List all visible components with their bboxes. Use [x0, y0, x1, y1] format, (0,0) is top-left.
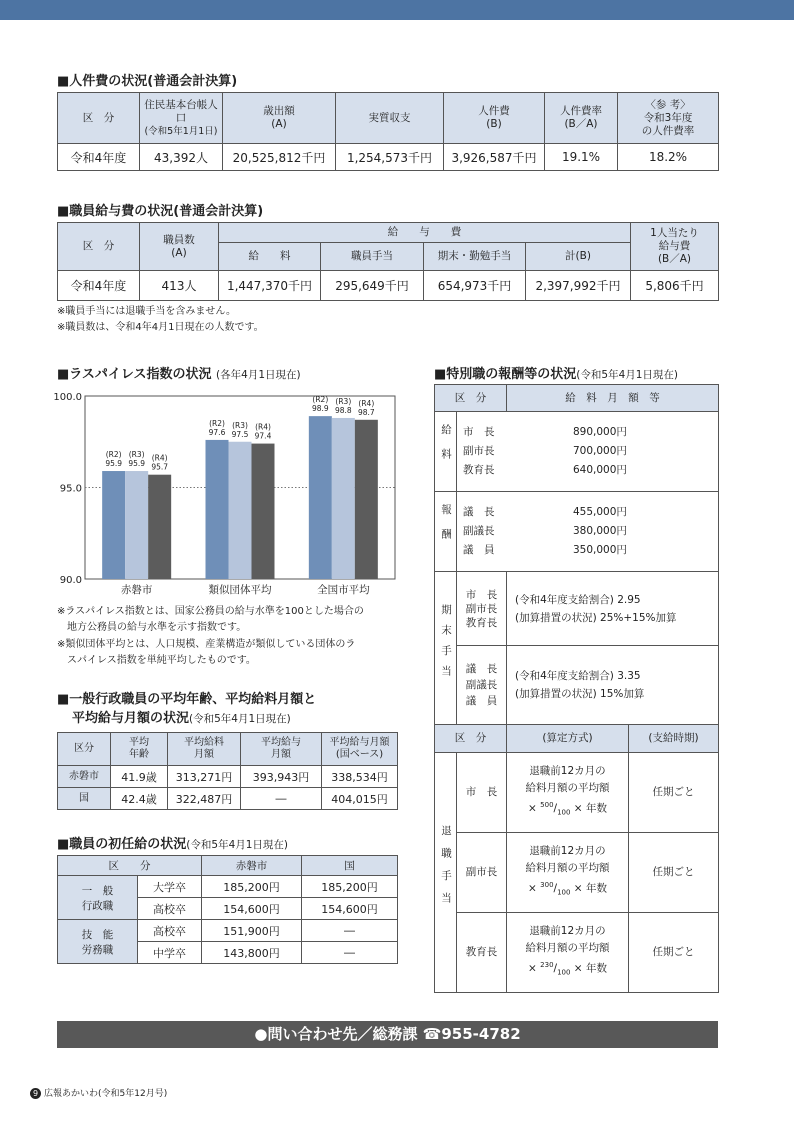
heikin-title-2: 平均給与月額の状況(令和5年4月1日現在)	[72, 711, 291, 726]
bar	[206, 440, 229, 579]
contact-bar: ●問い合わせ先／総務課 ☎955-4782	[57, 1021, 718, 1048]
header-timing: (支給時期)	[629, 725, 719, 753]
note: ※ラスパイレス指数とは、国家公務員の給与水準を100とした場合の	[57, 606, 364, 617]
bar	[125, 471, 148, 579]
header-population: 住民基本台帳人口 (令和5年1月1日)	[140, 93, 223, 144]
header-kubun: 区分	[58, 733, 111, 766]
header-total: 計(B)	[526, 243, 631, 271]
data-label: 98.8	[334, 405, 352, 415]
bar	[148, 475, 171, 579]
laspeyres-chart	[30, 385, 410, 600]
data-label: 95.7	[151, 462, 169, 472]
data-label: 95.9	[128, 459, 146, 469]
note: ※職員数は、令和4年4月1日現在の人数です。	[57, 322, 264, 333]
header-per-person: 1人当たり 給与費 (B／A)	[631, 223, 719, 271]
table-row: 中学卒 143,800円 ―	[58, 942, 398, 964]
y-tick-label: 100.0	[53, 392, 82, 403]
label-kyuryo: 給料	[435, 412, 457, 492]
header-kubun: 区 分	[58, 856, 202, 876]
table-row: 国 42.4歳 322,487円 ― 404,015円	[58, 788, 398, 810]
table-row: 退職手当 市 長 退職前12カ月の 給料月額の平均額 × $^{500}/_{100}$ × 年数 任期ごと	[435, 753, 719, 833]
series-label: (R4)	[151, 453, 168, 463]
header-age: 平均 年齢	[111, 733, 168, 766]
data-label: 97.5	[231, 429, 249, 439]
series-label: (R2)	[312, 395, 329, 405]
header-bonus: 期末・勤勉手当	[424, 243, 526, 271]
table-row: 教育長 退職前12カ月の 給料月額の平均額 × $^{230}/_{100}$ × 年数 任期ごと	[435, 913, 719, 993]
series-label: (R4)	[255, 422, 271, 432]
header-kubun-2: 区 分	[435, 725, 507, 753]
data-label: 98.7	[357, 407, 375, 417]
table-row: 期末手当 市 長 副市長 教育長 (令和4年度支給割合) 2.95 (加算措置の状況) 25%+15%加算	[435, 572, 719, 646]
x-tick-label: 全国市平均	[317, 584, 370, 596]
header-rate: 人件費率 (B／A)	[545, 93, 618, 144]
bar	[252, 444, 275, 579]
table-row: 令和4年度 413人 1,447,370千円 295,649千円 654,973千円 2,397,992千円 5,806千円	[58, 271, 719, 301]
data-label: 97.6	[208, 427, 226, 437]
y-tick-label: 90.0	[59, 575, 82, 586]
bar	[355, 420, 378, 579]
data-label: 98.9	[311, 404, 329, 414]
kyuyohi-table	[57, 222, 719, 301]
table-row: 一 般 行政職 大学卒 185,200円 185,200円	[58, 876, 398, 898]
series-label: (R3)	[232, 420, 248, 430]
table-row: 赤磐市 41.9歳 313,271円 393,943円 338,534円	[58, 766, 398, 788]
tokubetsu-title: ■特別職の報酬等の状況(令和5年4月1日現在)	[434, 367, 679, 382]
group-gino: 技 能 労務職	[58, 920, 138, 964]
footer-text: 広報あかいわ(令和5年12月号)	[44, 1089, 168, 1099]
label-hoshu: 報酬	[435, 492, 457, 572]
header-akaiwa: 赤磐市	[202, 856, 302, 876]
shoninkyu-table	[57, 855, 398, 964]
header-pay-national: 平均給与月額 (国ベース)	[322, 733, 398, 766]
bar	[309, 416, 332, 579]
header-allowance: 職員手当	[321, 243, 424, 271]
note: 地方公務員の給与水準を示す指数です。	[57, 622, 247, 633]
header-kubun: 区 分	[58, 223, 140, 271]
table-row: 令和4年度 43,392人 20,525,812千円 1,254,573千円 3,926,587千円 19.1% 18.2%	[58, 144, 719, 171]
header-personnel: 人件費 (B)	[444, 93, 545, 144]
series-label: (R4)	[358, 398, 375, 408]
laspeyres-title: ■ラスパイレス指数の状況 (各年4月1日現在)	[57, 367, 301, 382]
series-label: (R3)	[335, 396, 352, 406]
note: ※職員手当には退職手当を含みません。	[57, 306, 236, 317]
table-row: 議 長 副議長 議 員 (令和4年度支給割合) 3.35 (加算措置の状況) 15%加算	[435, 646, 719, 725]
kyuyohi-title: ■職員給与費の状況(普通会計決算)	[57, 204, 264, 219]
table-row: 技 能 労務職 高校卒 151,900円 ―	[58, 920, 398, 942]
footer	[30, 1087, 167, 1101]
bar	[102, 471, 125, 579]
header-method: (算定方式)	[507, 725, 629, 753]
page-number: 9	[30, 1088, 41, 1099]
data-label: 95.9	[105, 459, 123, 469]
y-tick-label: 95.0	[59, 483, 82, 495]
jinkenhi-table	[57, 92, 719, 171]
table-row: 副市長 退職前12カ月の 給料月額の平均額 × $^{300}/_{100}$ × 年数 任期ごと	[435, 833, 719, 913]
header-kubun: 区 分	[435, 385, 507, 412]
header-salary: 給 与 費	[219, 223, 631, 243]
table-row: 報酬 議 長 副議長 議 員 455,000円 380,000円 350,000円	[435, 492, 719, 572]
header-national: 国	[302, 856, 398, 876]
header-kubun: 区 分	[58, 93, 140, 144]
tokubetsu-table	[434, 384, 719, 993]
header-balance: 実質収支	[336, 93, 444, 144]
series-label: (R2)	[209, 418, 225, 428]
group-gyosei: 一 般 行政職	[58, 876, 138, 920]
header-salary: 平均給料 月額	[168, 733, 241, 766]
note: スパイレス指数を単純平均したものです。	[57, 655, 256, 666]
table-row: 給料 市 長 副市長 教育長 890,000円 700,000円 640,000円	[435, 412, 719, 492]
series-label: (R2)	[105, 450, 122, 460]
x-tick-label: 赤磐市	[120, 584, 153, 596]
shoninkyu-title: ■職員の初任給の状況(令和5年4月1日現在)	[57, 837, 289, 852]
header-staff: 職員数 (A)	[140, 223, 219, 271]
header-kyuryo: 給 料	[219, 243, 321, 271]
x-tick-label: 類似団体平均	[208, 584, 272, 596]
heikin-table	[57, 732, 398, 810]
header-monthly: 給 料 月 額 等	[507, 385, 719, 412]
label-taishoku: 退職手当	[435, 753, 457, 993]
header-pay: 平均給与 月額	[241, 733, 322, 766]
table-row: 高校卒 154,600円 154,600円	[58, 898, 398, 920]
bar	[332, 418, 355, 579]
top-banner	[0, 0, 794, 20]
header-expenditure: 歳出額 (A)	[223, 93, 336, 144]
bar	[229, 442, 252, 579]
jinkenhi-title: ■人件費の状況(普通会計決算)	[57, 74, 238, 89]
series-label: (R3)	[128, 450, 145, 460]
data-label: 97.4	[254, 431, 272, 441]
label-kimatsu: 期末手当	[435, 572, 457, 725]
note: ※類似団体平均とは、人口規模、産業構造が類似している団体のラ	[57, 639, 356, 650]
header-reference: 〈参 考〉 令和3年度 の人件費率	[618, 93, 719, 144]
heikin-title: ■一般行政職員の平均年齢、平均給料月額と	[57, 692, 317, 707]
